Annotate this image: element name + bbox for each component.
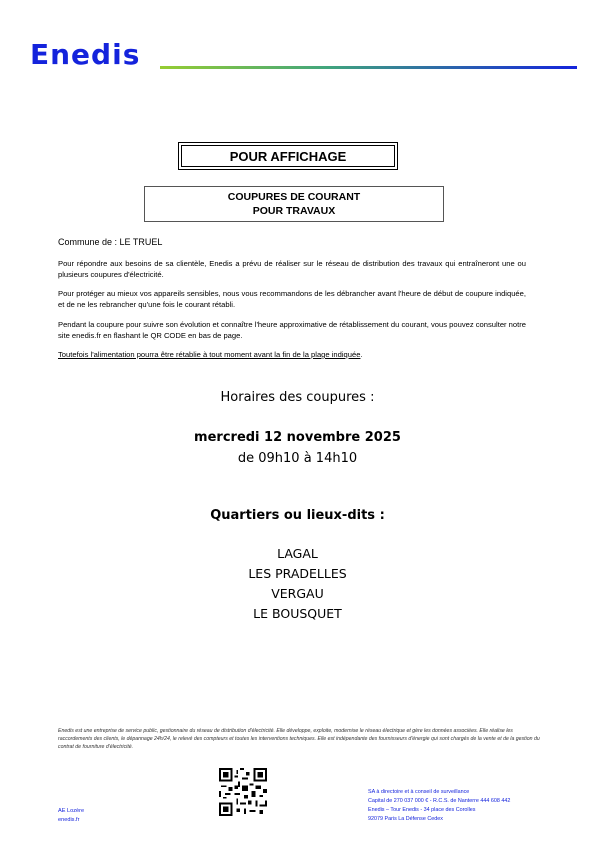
place-item: LAGAL xyxy=(277,546,318,561)
subtitle-box xyxy=(144,186,444,222)
page-title: POUR AFFICHAGE xyxy=(181,145,395,167)
paragraph-3: Pendant la coupure pour suivre son évolution et connaître l'heure approximative de rétablissement du courant, vous pouvez consulter notre site enedis.fr en flashant le QR CODE en bas de page. xyxy=(58,320,526,340)
footer-note: Enedis est une entreprise de service public, gestionnaire du réseau de distribution d'électricité. Elle développe, exploite, modernise le réseau électrique et gère les données associées. Elle réalise les raccordements des clients, le dépannage 24h/24, le relevé des compteurs et toutes les interventions techniques. Elle est indépendante des fournisseurs d'énergie qui sont chargés de la vente et de la gestion du contrat de fourniture d'électricité. xyxy=(58,728,540,750)
place-item: LES PRADELLES xyxy=(248,566,347,581)
place-item: LE BOUSQUET xyxy=(253,606,342,621)
logo-gradient-line xyxy=(160,66,577,69)
footer-right-line: Enedis – Tour Enedis - 34 place des Corolles xyxy=(368,807,476,813)
places-heading: Quartiers ou lieux-dits : xyxy=(210,508,385,523)
footer-right-line: SA à directoire et à conseil de surveillance xyxy=(368,789,470,795)
place-item: VERGAU xyxy=(271,586,324,601)
footer-right-line: 92079 Paris La Défense Cedex xyxy=(368,816,443,822)
paragraph-4-end: . xyxy=(360,350,363,359)
paragraph-1: Pour répondre aux besoins de sa clientèle, Enedis a prévu de réaliser sur le réseau de distribution des travaux qui entraîneront une ou plusieurs coupures d'électricité. xyxy=(58,259,526,279)
footer-left-agency: AE Lozère xyxy=(58,808,85,814)
paragraph-4 xyxy=(58,349,526,360)
paragraph-4-underlined: Toutefois l'alimentation pourra être rétablie à tout moment avant la fin de la plage indiquée xyxy=(58,350,361,359)
footer-left-website[interactable]: enedis.fr xyxy=(58,817,80,823)
subtitle-line-2: POUR TRAVAUX xyxy=(252,205,336,217)
commune-label: Commune de : LE TRUEL xyxy=(58,237,163,247)
qr-code-icon[interactable] xyxy=(219,768,267,816)
title-box xyxy=(178,142,398,170)
paragraph-2: Pour protéger au mieux vos appareils sensibles, nous vous recommandons de les débrancher avant l'heure de début de coupure indiquée, et de ne les rebrancher qu'une fois le courant rétabli. xyxy=(58,289,526,309)
enedis-logo: Enedis xyxy=(30,38,141,71)
schedule-time: de 09h10 à 14h10 xyxy=(237,451,358,466)
footer-right-line: Capital de 270 037 000 € - R.C.S. de Nanterre 444 608 442 xyxy=(368,798,511,804)
schedule-heading: Horaires des coupures : xyxy=(220,390,375,405)
subtitle-line-1: COUPURES DE COURANT xyxy=(227,191,361,203)
schedule-date: mercredi 12 novembre 2025 xyxy=(194,430,401,445)
